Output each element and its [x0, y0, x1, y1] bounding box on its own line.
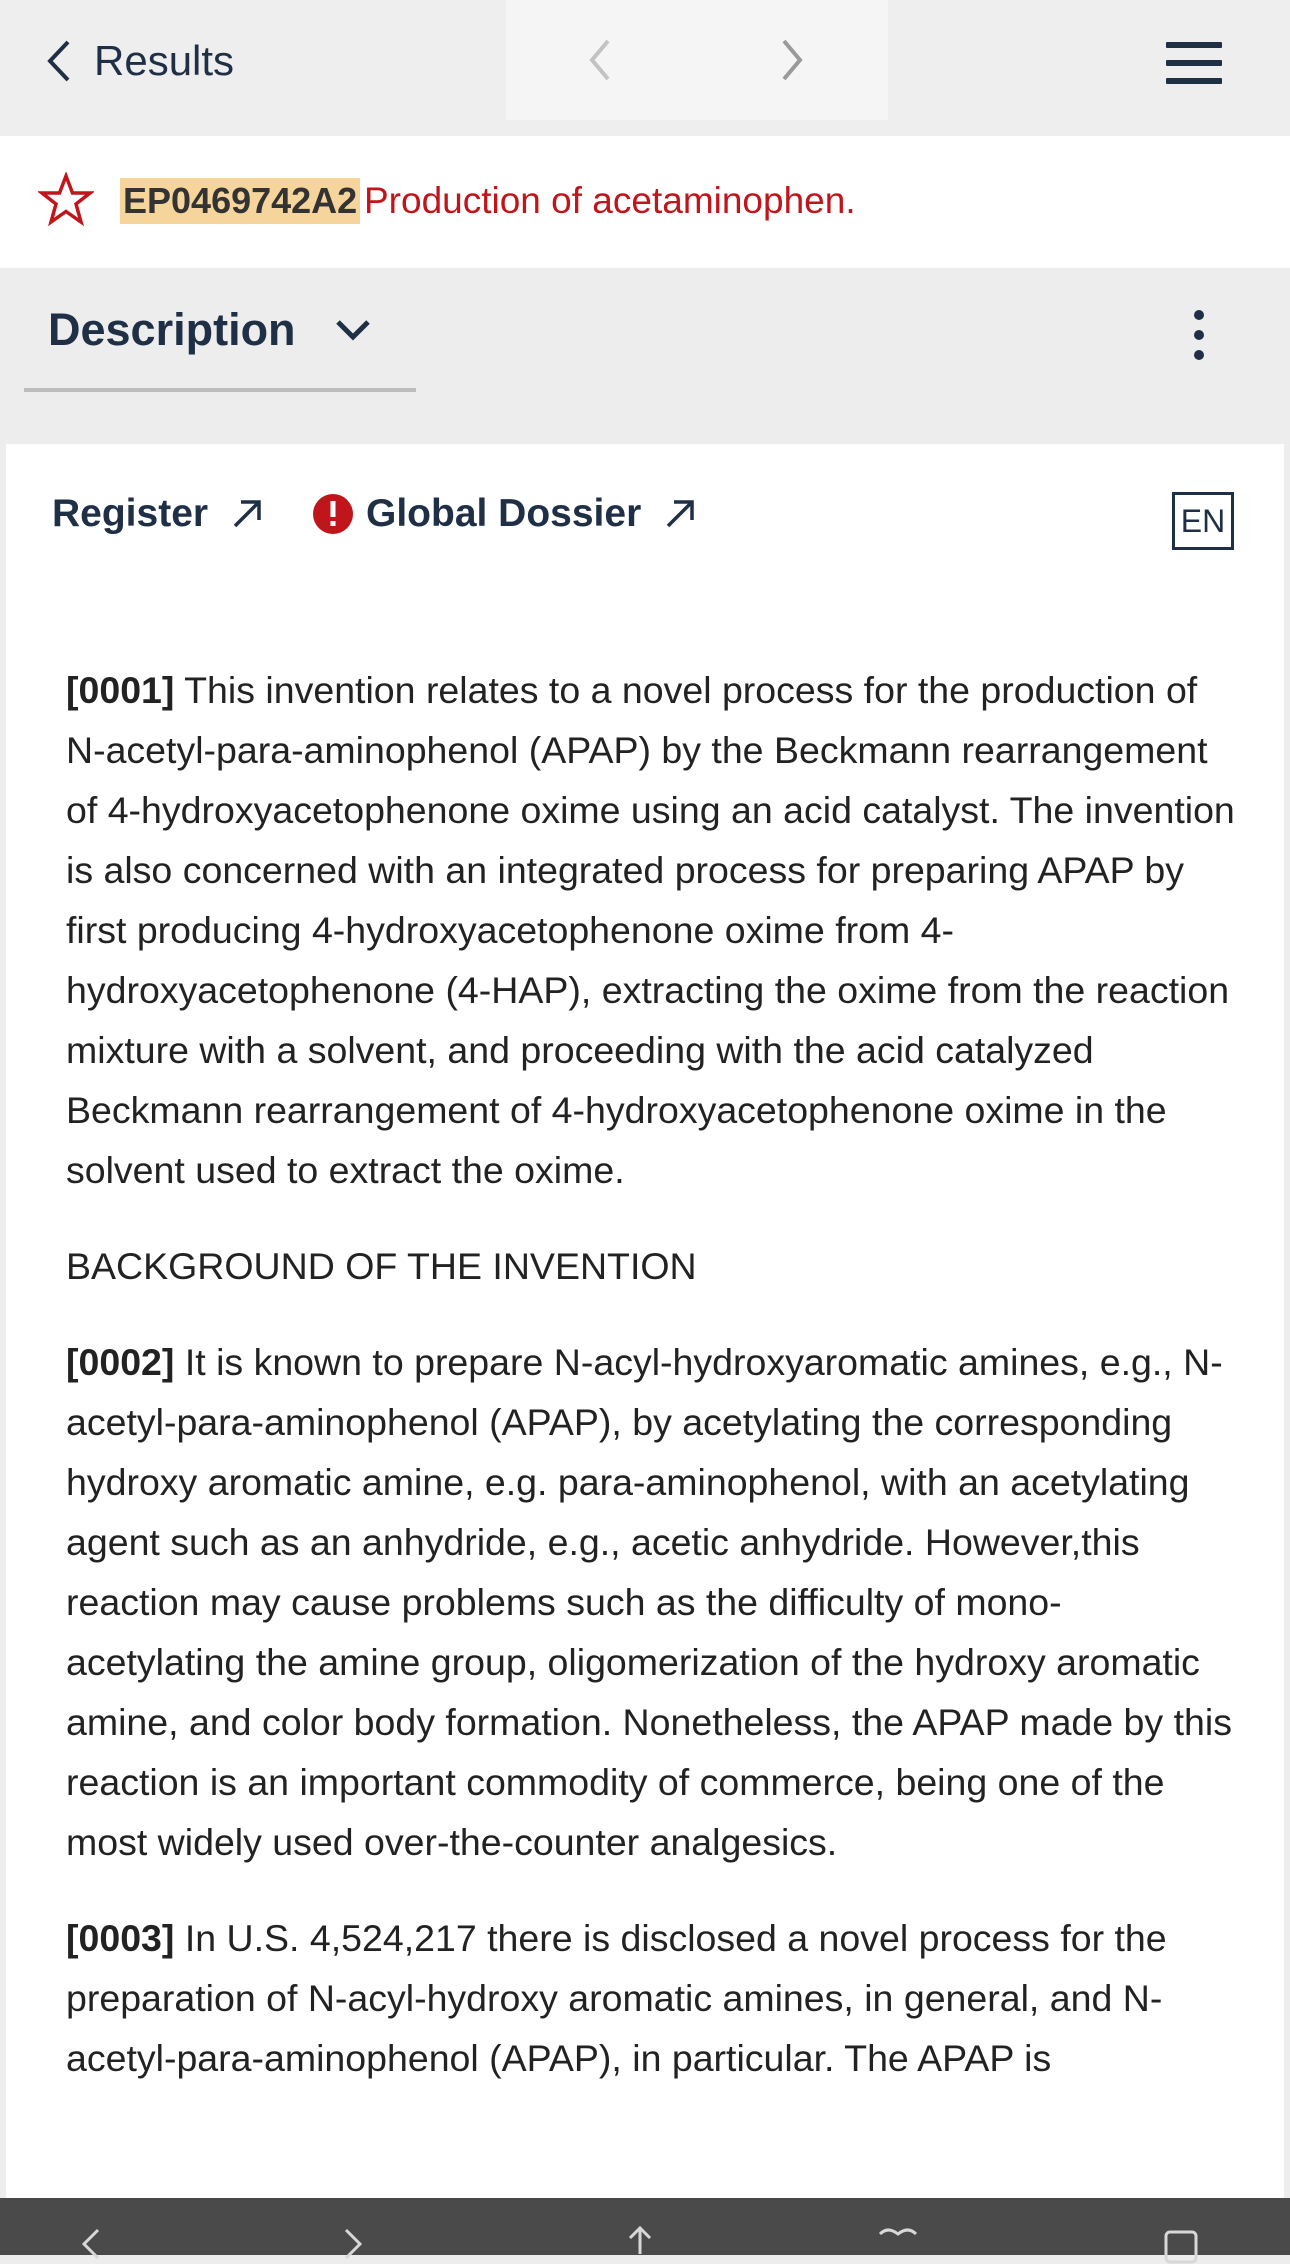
back-to-results-button[interactable] [42, 28, 234, 94]
section-label: Description [48, 304, 296, 355]
paragraph [66, 1908, 1236, 2088]
description-body [66, 660, 1236, 2124]
more-options-icon[interactable] [1180, 308, 1220, 362]
paragraph-number: [0002] [66, 1341, 175, 1383]
section-header [0, 268, 1290, 444]
paragraph [66, 1332, 1236, 1872]
bookmarks-icon[interactable] [876, 2224, 920, 2264]
back-label: Results [94, 37, 235, 84]
chevron-right-icon [776, 35, 808, 85]
info-icon [312, 493, 354, 535]
paragraph-number: [0001] [66, 669, 175, 711]
paragraph-number: [0003] [66, 1917, 175, 1959]
paragraph-text: It is known to prepare N-acyl-hydroxyaromatic amines, e.g., N-acetyl-para-aminophenol (APAP), by acetylating the corresponding hydroxy aromatic amine, e.g. para-aminophenol, with an acetylating agent such as an anhydride, e.g., acetic anhydride. However,this reaction may cause problems such as the difficulty of mono-acetylating the amine group, oligomerization of the hydroxy aromatic amine, and color body formation. Nonetheless, the APAP made by this reaction is an important commodity of commerce, being one of the most widely used over-the-counter analgesics. [66, 1341, 1232, 1863]
paragraph [66, 660, 1236, 1200]
document-title-bar [0, 136, 1290, 268]
star-icon[interactable] [38, 172, 94, 228]
external-link-icon [230, 497, 264, 531]
register-link[interactable] [52, 492, 264, 536]
document-title: Production of acetaminophen. [364, 180, 856, 221]
chevron-left-icon [42, 36, 78, 86]
tabs-icon[interactable] [1160, 2224, 1204, 2264]
external-link-icon [663, 497, 697, 531]
section-heading-text: BACKGROUND OF THE INVENTION [66, 1245, 697, 1287]
global-dossier-link-label: Global Dossier [366, 492, 642, 535]
hamburger-menu-icon[interactable] [1160, 38, 1230, 88]
section-heading [66, 1236, 1236, 1296]
bottom-toolbar [0, 2198, 1290, 2255]
previous-result-button[interactable] [570, 32, 630, 88]
result-pager [506, 0, 888, 120]
language-button[interactable]: EN [1172, 492, 1234, 550]
forward-icon[interactable] [330, 2224, 374, 2264]
chevron-down-icon [332, 314, 374, 346]
global-dossier-link[interactable] [312, 492, 697, 536]
paragraph-text: This invention relates to a novel process for the production of N-acetyl-para-aminophenol (APAP) by the Beckmann rearrangement of 4-hydroxyacetophenone oxime using an acid catalyst. The invention is also concerned with an integrated process for preparing APAP by first producing 4-hydroxyacetophenone oxime from 4-hydroxyacetophenone (4-HAP), extracting the oxime from the reaction mixture with a solvent, and proceeding with the acid catalyzed Beckmann rearrangement of 4-hydroxyacetophenone oxime in the solvent used to extract the oxime. [66, 669, 1235, 1191]
publication-number: EP0469742A2 [120, 178, 360, 224]
description-content [6, 444, 1284, 2255]
register-link-label: Register [52, 492, 209, 535]
top-navigation-bar [0, 0, 1290, 136]
share-icon[interactable] [618, 2224, 662, 2264]
section-selector[interactable] [24, 268, 416, 392]
paragraph-text: In U.S. 4,524,217 there is disclosed a novel process for the preparation of N-acyl-hydroxy aromatic amines, in general, and N-acetyl-para-aminophenol (APAP), in particular. The APAP is [66, 1917, 1167, 2079]
back-icon[interactable] [70, 2224, 114, 2264]
next-result-button[interactable] [762, 32, 822, 88]
chevron-left-icon [584, 35, 616, 85]
